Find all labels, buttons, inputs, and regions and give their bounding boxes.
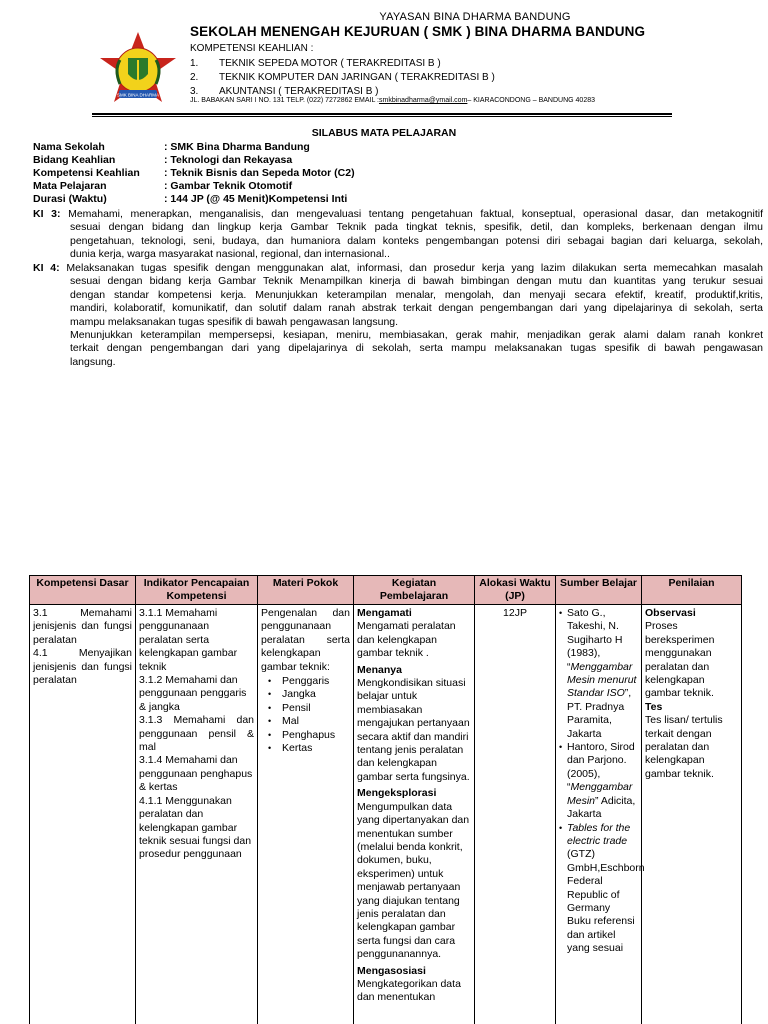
header-kompetensi-dasar: Kompetensi Dasar — [30, 576, 136, 605]
info-row: Bidang Keahlian : Teknologi dan Rekayasa — [33, 154, 293, 166]
kegiatan-heading: Menanya — [357, 663, 402, 676]
kompetensi-item: 2. TEKNIK KOMPUTER DAN JARINGAN ( TERAKREDITASI B ) — [190, 72, 495, 83]
header-divider-thin — [92, 116, 672, 117]
indikator-item: 3.1.3 Memahami dan penggunaan pensil & mal — [139, 714, 254, 754]
header-kegiatan: Kegiatan Pembelajaran — [354, 576, 475, 605]
list-item: • Tables for the electric trade (GTZ) GmbH,Eschborn Federal Republic of Germany — [559, 822, 638, 916]
list-item: • Sato G., Takeshi, N. Sugiharto H (1983), “Menggambar Mesin menurut Standar ISO”, PT. Pradnya Paramita, Jakarta — [559, 607, 638, 741]
syllabus-table — [29, 575, 742, 1024]
kegiatan-text: Mengamati peralatan dan kelengkapan gambar teknik . — [357, 620, 456, 660]
kegiatan-text: Mengkondisikan situasi belajar untuk membiasakan mengajukan pertanyaan secara aktif dan mandiri tentang jenis peralatan dan kelengkapan gambar serta fungsinya. — [357, 677, 470, 783]
kegiatan-text: Mengkategorikan data dan menentukan — [357, 977, 461, 1004]
header-alokasi-waktu: Alokasi Waktu (JP) — [475, 576, 556, 605]
header-sumber-belajar: Sumber Belajar — [556, 576, 642, 605]
info-row: Durasi (Waktu) : 144 JP (@ 45 Menit)Kompetensi Inti — [33, 193, 348, 205]
info-row: Mata Pelajaran : Gambar Teknik Otomotif — [33, 180, 293, 192]
kegiatan-heading: Mengamati — [357, 607, 412, 619]
document-title: SILABUS MATA PELAJARAN — [311, 127, 457, 139]
materi-intro: Pengenalan dan penggunanaan peralatan serta kelengkapan gambar teknik: — [261, 607, 350, 673]
info-row: Nama Sekolah : SMK Bina Dharma Bandung — [33, 141, 310, 153]
ki3-label: KI 3: — [33, 208, 61, 220]
kegiatan-text: Mengumpulkan data yang dipertanyakan dan menentukan sumber (melalui benda konkrit, dokumen, buku, eksperimen) untuk menjawab pertanyaan yang diajukan tentang jenis peralatan dan kelengkapan gambar serta fungsi dan cara penggunanannya. — [357, 800, 470, 961]
foundation-name: YAYASAN BINA DHARMA BANDUNG — [379, 11, 571, 23]
cell-alokasi-waktu — [475, 605, 556, 1024]
header-divider — [92, 113, 672, 115]
cell-indikator — [136, 605, 258, 1024]
school-logo-emblem — [92, 30, 184, 112]
penilaian-text: Proses bereksperimen menggunakan peralatan dan kelengkapan gambar teknik. — [645, 620, 715, 700]
info-row: Kompetensi Keahlian : Teknik Bisnis dan Sepeda Motor (C2) — [33, 167, 355, 179]
school-name: SEKOLAH MENENGAH KEJURUAN ( SMK ) BINA DHARMA BANDUNG — [190, 24, 646, 39]
cell-kompetensi-dasar — [30, 605, 136, 1024]
list-item: • Kertas — [268, 742, 350, 755]
cell-sumber-belajar — [556, 605, 645, 1024]
kegiatan-heading: Mengasosiasi — [357, 964, 426, 977]
list-item: • Jangka — [268, 688, 350, 701]
kompetensi-item: 3. AKUNTANSI ( TERAKREDITASI B ) — [190, 86, 379, 97]
sumber-extra: Buku referensi dan artikel yang sesuai — [567, 915, 635, 955]
school-address: JL. BABAKAN SARI I NO. 131 TELP. (022) 7272862 EMAIL :smkbinadharma@ymail.com– KIARACONDONG – BANDUNG 40283 — [190, 97, 596, 104]
logo-banner-text: SMK BINA DHARMA — [116, 92, 160, 98]
indikator-item: 3.1.1 Memahami penggunanaan peralatan serta kelengkapan gambar teknik — [139, 607, 238, 673]
header-indikator: Indikator Pencapaian Kompetensi — [136, 576, 258, 605]
cell-materi-pokok — [258, 605, 354, 1024]
table-header-row — [30, 576, 742, 605]
kd-item: 3.1 Memahami jenisjenis dan fungsi peralatan — [33, 607, 132, 646]
ki4-paragraph: KI 4: Melaksanakan tugas spesifik dengan menggunakan alat, informasi, dan prosedur kerja yang lazim dilakukan serta memecahkan masalah sesuai dengan bidang kerja Gambar Teknik Menampilkan kinerja di bawah bimbingan dengan mutu dan kuantitas yang terukur sesuai dengan standar kompetensi kerja. Menunjukkan keterampilan menalar, mengolah, dan menyaji secara efektif, kreatif, produktif,kritis, mandiri, kolaboratif, komunikatif, dan solutif dalam ranah abstrak terkait dengan pengembangan dari yang dipelajarinya di sekolah, serta mampu melaksanakan tugas spesifik di bawah pengawasan langsung. Menunjukkan keterampilan mempersepsi, kesiapan, meniru, membiasakan, gerak mahir, menjadikan gerak alami dalam ranah konkret terkait dengan pengembangan dari yang dipelajarinya di sekolah, serta mampu melaksanakan tugas spesifik di bawah pengawasan langsung. — [33, 262, 763, 368]
table-row — [30, 605, 742, 1024]
kd-item: 4.1 Menyajikan jenisjenis dan fungsi peralatan — [33, 647, 132, 687]
list-item: • Pensil — [268, 702, 350, 715]
ki4-label: KI 4: — [33, 262, 60, 274]
list-item: • Penggaris — [268, 675, 350, 688]
materi-list — [261, 675, 350, 755]
kompetensi-heading: KOMPETENSI KEAHLIAN : — [190, 43, 314, 54]
list-item: • Penghapus — [268, 729, 350, 742]
penilaian-text: Tes lisan/ tertulis terkait dengan peralatan dan kelengkapan gambar teknik. — [645, 714, 723, 780]
email-link[interactable]: smkbinadharma@ymail.com — [378, 97, 468, 104]
list-item: • Hantoro, Sirod dan Parjono. (2005), “Menggambar Mesin” Adicita, Jakarta — [559, 741, 638, 821]
indikator-item: 3.1.2 Memahami dan penggunaan penggaris & jangka — [139, 674, 247, 713]
kompetensi-item: 1. TEKNIK SEPEDA MOTOR ( TERAKREDITASI B ) — [190, 58, 441, 69]
ki3-paragraph: KI 3: Memahami, menerapkan, menganalisis, dan mengevaluasi tentang pengetahuan faktual, konseptual, operasional dasar, dan metakognitif sesuai dengan bidang dan lingkup kerja Gambar Teknik pada tingkat teknis, spesifik, detil, dan kompleks, berkenaan dengan ilmu pengetahuan, teknologi, seni, budaya, dan humaniora dalam konteks pengembangan potensi diri sebagai bagian dari keluarga, sekolah, dunia kerja, warga masyarakat nasional, regional, dan internasional.. — [33, 208, 763, 261]
penilaian-heading: Tes — [645, 700, 663, 713]
header-penilaian: Penilaian — [642, 576, 742, 605]
letterhead — [0, 0, 768, 120]
penilaian-heading: Observasi — [645, 607, 696, 619]
indikator-item: 4.1.1 Menggunakan peralatan dan kelengkapan gambar teknik sesuai fungsi dan prosedur penggunaan — [139, 794, 252, 861]
indikator-item: 3.1.4 Memahami dan penggunaan penghapus & kertas — [139, 754, 253, 794]
cell-penilaian — [642, 605, 742, 1024]
header-materi-pokok: Materi Pokok — [258, 576, 354, 605]
list-item: • Mal — [268, 715, 350, 728]
alokasi-value: 12JP — [503, 607, 527, 619]
sumber-list — [559, 607, 645, 915]
cell-kegiatan — [354, 605, 475, 1024]
kegiatan-heading: Mengeksplorasi — [357, 787, 437, 800]
